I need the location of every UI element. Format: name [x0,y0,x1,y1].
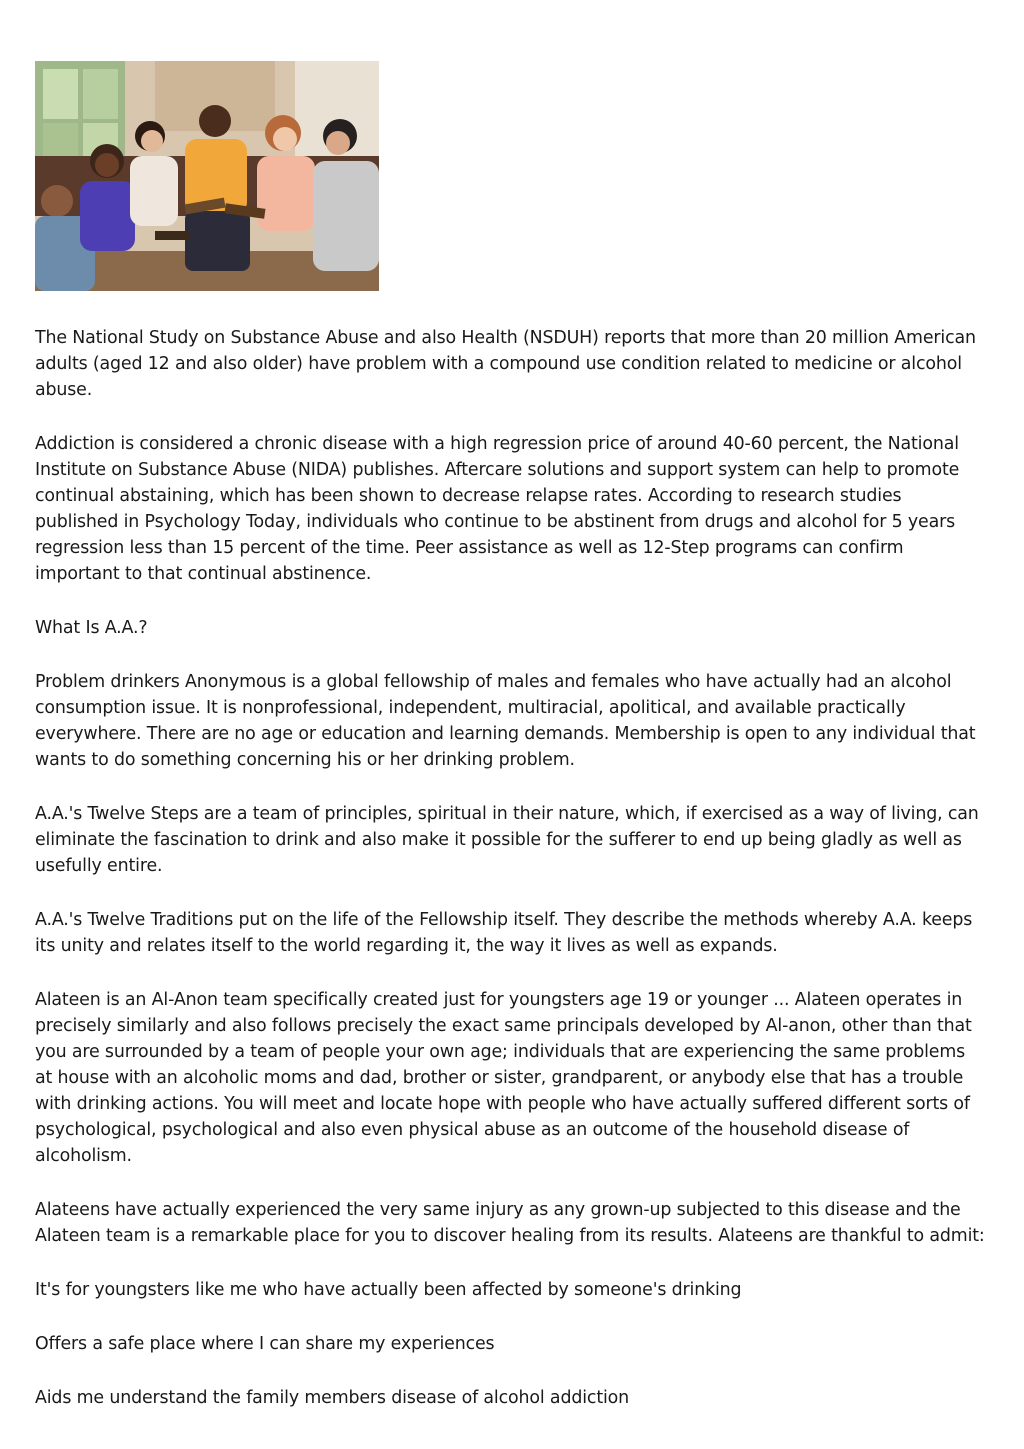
article-body [35,325,985,1411]
paragraph: Alateen is an Al-Anon team specifically created just for youngsters age 19 or younger ... Alateen operates in precisely similarly and also follows precisely the exact same principals developed by Al-anon, other than that you are surrounded by a team of people your own age; individuals that are experiencing the same problems at house with an alcoholic moms and dad, brother or sister, grandparent, or anybody else that has a trouble with drinking actions. You will meet and locate hope with people who have actually suffered different sorts of psychological, psychological and also even physical abuse as an outcome of the household disease of alcoholism. [35,990,972,1166]
paragraph: The National Study on Substance Abuse and also Health (NSDUH) reports that more than 20 million American adults (aged 12 and also older) have problem with a compound use condition related to medicine or alcohol abuse. [35,328,976,400]
paragraph: Addiction is considered a chronic disease with a high regression price of around 40-60 percent, the National Institute on Substance Abuse (NIDA) publishes. Aftercare solutions and support system can help to promote continual abstaining, which has been shown to decrease relapse rates. According to research studies published in Psychology Today, individuals who continue to be abstinent from drugs and alcohol for 5 years regression less than 15 percent of the time. Peer assistance as well as 12-Step programs can confirm important to that continual abstinence. [35,434,960,584]
paragraph: A.A.'s Twelve Traditions put on the life of the Fellowship itself. They describe the methods whereby A.A. keeps its unity and relates itself to the world regarding it, the way it lives as well as expands. [35,910,973,956]
document-page [35,61,985,1439]
group-discussion-photo [35,61,379,291]
list-item: It's for youngsters like me who have actually been affected by someone's drinking [35,1280,742,1300]
list-item: Aids me understand the family members disease of alcohol addiction [35,1388,630,1408]
paragraph: Problem drinkers Anonymous is a global fellowship of males and females who have actually had an alcohol consumption issue. It is nonprofessional, independent, multiracial, apolitical, and available practically everywhere. There are no age or education and learning demands. Membership is open to any individual that wants to do something concerning his or her drinking problem. [35,672,976,770]
section-heading: What Is A.A.? [35,618,148,638]
paragraph: Alateens have actually experienced the very same injury as any grown-up subjected to this disease and the Alateen team is a remarkable place for you to discover healing from its results. Alateens are thankful to admit: [35,1200,985,1246]
list-item: Offers a safe place where I can share my experiences [35,1334,495,1354]
paragraph: A.A.'s Twelve Steps are a team of principles, spiritual in their nature, which, if exercised as a way of living, can eliminate the fascination to drink and also make it possible for the sufferer to end up being gladly as well as usefully entire. [35,804,979,876]
